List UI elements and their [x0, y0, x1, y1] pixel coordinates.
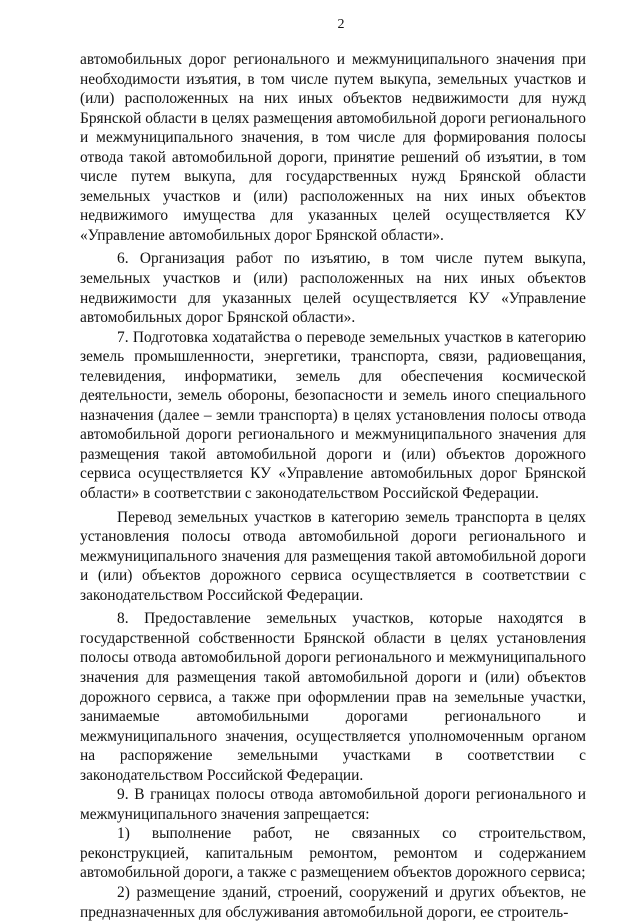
paragraph-item-7-continuation: Перевод земельных участков в категорию земель транспорта в целях установления полосы отвода автомобильной дороги регионального и межмуниципального значения для размещения такой автомобильной дороги и (или) объектов дорожного сервиса осуществляется в соответствии с законодательством Российской Федерации. — [80, 508, 586, 604]
paragraph-item-9-subitem-2: 2) размещение зданий, строений, сооружений и других объектов, не предназначенных для обслуживания автомобильной дороги, ее строитель- — [80, 883, 586, 921]
paragraph-item-6: 6. Организация работ по изъятию, в том числе путем выкупа, земельных участков и (или) расположенных на них иных объектов недвижимости для указанных целей осуществляется КУ «Управление автомобильных дорог Брянской области». — [80, 250, 586, 327]
page-number: 2 — [337, 17, 345, 32]
paragraph-item-7: 7. Подготовка ходатайства о переводе земельных участков в категорию земель промышленности, энергетики, транспорта, связи, радиовещания, телевидения, информатики, земель для обеспечения космической деятельности, земель обороны, безопасности и земель иного специального назначения (далее – земли транспорта) в целях установления полосы отвода автомобильной дороги регионального и межмуниципального значения для размещения такой автомобильной дороги и (или) объектов дорожного сервиса осуществляется КУ «Управление автомобильных дорог Брянской области» в соответствии с законодательством Российской Федерации. — [80, 328, 586, 503]
paragraph-item-9-subitem-1: 1) выполнение работ, не связанных со строительством, реконструкцией, капитальным ремонтом, ремонтом и содержанием автомобильной дороги, а также с размещением объектов дорожного сервиса; — [80, 825, 586, 882]
paragraph-continuation: автомобильных дорог регионального и межмуниципального значения при необходимости изъятия, в том числе путем выкупа, земельных участков и (или) расположенных на них иных объектов недвижимости для нужд Брянской области в целях размещения автомобильной дороги регионального и межмуниципального значения, в том числе для формирования полосы отвода такой автомобильной дороги, принятие решений об изъятии, в том числе путем выкупа, для государственных нужд Брянской области земельных участков и (или) расположенных на них иных объектов недвижимого имущества для указанных целей осуществляется КУ «Управление автомобильных дорог Брянской области». — [80, 51, 586, 244]
paragraph-item-9: 9. В границах полосы отвода автомобильной дороги регионального и межмуниципального значения запрещается: — [80, 786, 586, 823]
document-page — [80, 16, 586, 922]
paragraph-item-8: 8. Предоставление земельных участков, которые находятся в государственной собственности Брянской области в целях установления полосы отвода автомобильной дороги регионального и межмуниципального значения для размещения такой автомобильной дороги и (или) объектов дорожного сервиса, а также при оформлении прав на земельные участки, занимаемые автомобильными дорогами регионального и межмуниципального значения, осуществляется уполномоченным органом на распоряжение земельными участками в соответствии с законодательством Российской Федерации. — [80, 610, 586, 784]
